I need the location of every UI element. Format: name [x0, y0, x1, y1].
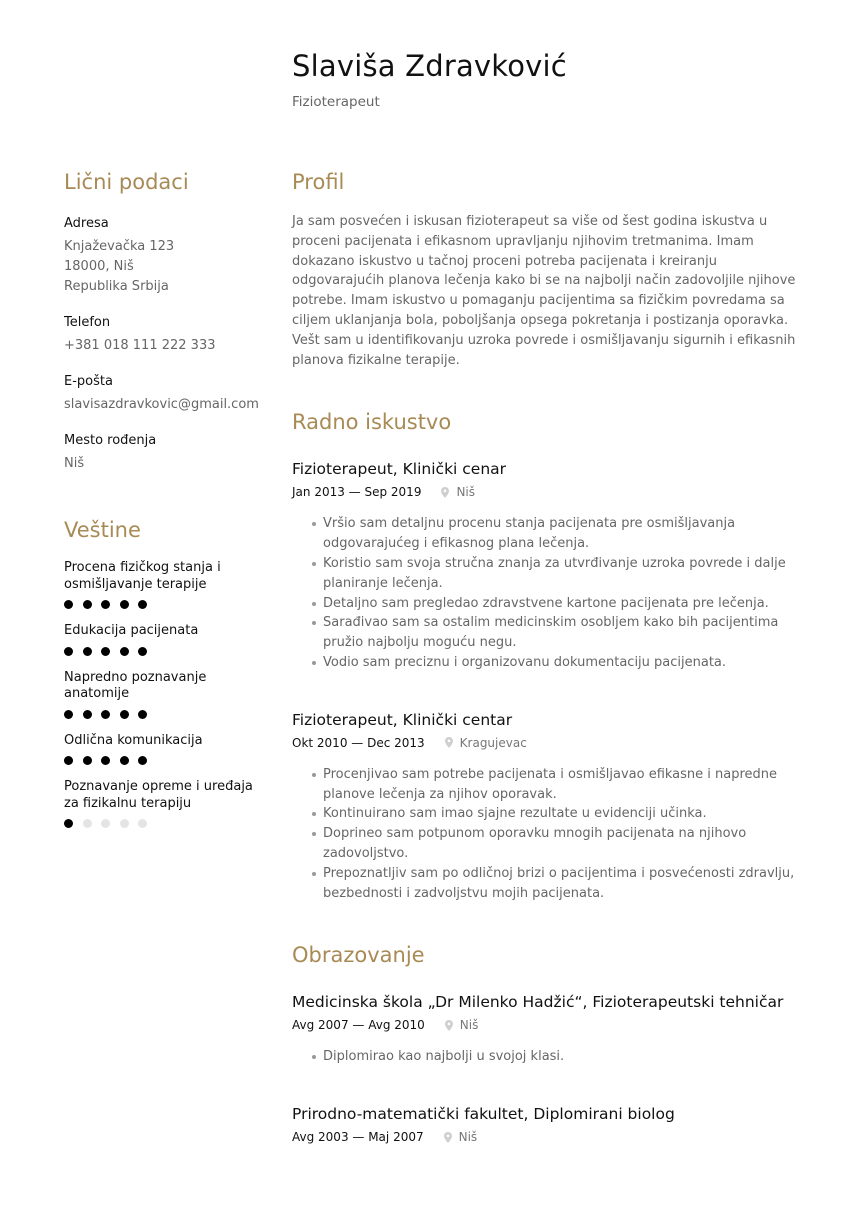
entry-meta — [292, 1018, 812, 1032]
rating-dot-filled — [83, 600, 92, 609]
entry-dates: Jan 2013 — Sep 2019 — [292, 485, 422, 500]
bullet-item: Vodio sam preciznu i organizovanu dokumentaciju pacijenata. — [292, 653, 812, 673]
rating-dot-filled — [64, 756, 73, 765]
location-pin-icon — [445, 1020, 453, 1031]
skill-item — [64, 560, 254, 609]
location-pin-icon — [441, 487, 449, 498]
location-pin-icon — [444, 1132, 452, 1143]
skill-name: Edukacija pacijenata — [64, 623, 199, 638]
rating-dot-filled — [138, 710, 147, 719]
entry-title: Fizioterapeut, Klinički cenar — [292, 460, 507, 479]
rating-dot-filled — [138, 647, 147, 656]
main-content — [292, 168, 812, 1144]
phone-block — [64, 313, 254, 356]
address-block — [64, 214, 254, 297]
sidebar — [64, 168, 259, 842]
profile-section — [292, 168, 812, 370]
rating-dot-empty — [83, 819, 92, 828]
rating-dot-filled — [120, 600, 129, 609]
entry-location-text: Niš — [459, 1018, 479, 1033]
entry-title: Prirodno-matematički fakultet, Diplomirani biolog — [292, 1105, 675, 1124]
birthplace-value: Niš — [64, 456, 85, 471]
address-line-2: 18000, Niš — [64, 259, 134, 274]
resume-header — [292, 48, 812, 110]
person-name: Slaviša Zdravković — [292, 49, 567, 83]
entry-meta — [292, 1130, 812, 1144]
entry-location — [441, 485, 475, 499]
entry-title: Fizioterapeut, Klinički centar — [292, 710, 513, 729]
rating-dot-filled — [64, 600, 73, 609]
rating-dot-empty — [120, 819, 129, 828]
skill-name: Napredno poznavanje anatomije — [64, 669, 207, 701]
address-value — [64, 237, 254, 297]
rating-dot-empty — [138, 819, 147, 828]
rating-dot-filled — [64, 647, 73, 656]
education-entry — [292, 1103, 812, 1144]
phone-value: +381 018 111 222 333 — [64, 338, 216, 353]
skill-item — [64, 670, 254, 719]
entry-location-text: Niš — [456, 485, 476, 500]
rating-dot-filled — [101, 647, 110, 656]
entry-location-text: Niš — [458, 1130, 478, 1145]
skill-rating — [64, 819, 254, 828]
rating-dot-filled — [138, 600, 147, 609]
skill-item — [64, 733, 254, 766]
email-label: E-pošta — [64, 374, 113, 389]
bullet-item: Diplomirao kao najbolji u svojoj klasi. — [292, 1047, 812, 1067]
entry-location-text: Kragujevac — [459, 735, 527, 750]
skill-rating — [64, 756, 254, 765]
skill-rating — [64, 600, 254, 609]
entry-meta — [292, 736, 812, 750]
skill-rating — [64, 710, 254, 719]
skill-list — [64, 560, 254, 828]
education-list — [292, 991, 812, 1144]
entry-dates: Avg 2003 — Maj 2007 — [292, 1130, 424, 1145]
rating-dot-filled — [120, 647, 129, 656]
rating-dot-filled — [120, 710, 129, 719]
skill-name: Procena fizičkog stanja i osmišljavanje terapije — [64, 560, 221, 592]
rating-dot-filled — [138, 756, 147, 765]
skills-section — [64, 516, 254, 828]
location-pin-icon — [445, 737, 453, 748]
experience-section — [292, 408, 812, 903]
email-block — [64, 372, 259, 415]
rating-dot-filled — [83, 710, 92, 719]
bullet-list — [292, 1047, 812, 1067]
profile-text: Ja sam posvećen i iskusan fizioterapeut sa više od šest godina iskustva u proceni pacijenata i efikasnom upravljanju njihovim tretmanima. Imam dokazano iskustvo u tačnoj proceni potreba pacijenata i kreiranju odgovarajućih planova lečenja kako bi se na najbolji način zadovoljile njihove potrebe. Imam iskustvo u pomaganju pacijentima sa fizičkim povredama sa ciljem uklanjanja bola, poboljšanja opsega pokretanja i postizanja oporavka. Vešt sam u identifikovanju uzroka povrede i osmišljavanju sigurnih i efikasnih planova fizikalne terapije. — [292, 214, 796, 368]
entry-location — [444, 1130, 478, 1144]
bullet-item: Kontinuirano sam imao sjajne rezultate u evidenciji učinka. — [292, 804, 812, 824]
birthplace-block — [64, 431, 254, 474]
rating-dot-filled — [101, 710, 110, 719]
rating-dot-filled — [120, 756, 129, 765]
address-label: Adresa — [64, 216, 109, 231]
personal-details-heading: Lični podaci — [64, 170, 189, 194]
rating-dot-filled — [101, 756, 110, 765]
bullet-item: Procenjivao sam potrebe pacijenata i osmišljavao efikasne i napredne planove lečenja za njihov oporavak. — [292, 765, 812, 805]
rating-dot-filled — [83, 647, 92, 656]
skills-heading: Veštine — [64, 518, 141, 542]
skill-item — [64, 623, 254, 656]
profile-heading: Profil — [292, 170, 345, 194]
skill-name: Odlična komunikacija — [64, 732, 203, 748]
entry-title: Medicinska škola „Dr Milenko Hadžić“, Fizioterapeutski tehničar — [292, 993, 784, 1012]
bullet-item: Koristio sam svoja stručna znanja za utvrđivanje uzroka povrede i dalje planiranje lečenja. — [292, 554, 812, 594]
bullet-item: Vršio sam detaljnu procenu stanja pacijenata pre osmišljavanja odgovarajućeg i efikasnog plana lečenja. — [292, 514, 812, 554]
education-section — [292, 941, 812, 1144]
entry-location — [445, 1018, 479, 1032]
email-value: slavisazdravkovic@gmail.com — [64, 397, 259, 412]
rating-dot-filled — [64, 819, 73, 828]
bullet-item: Detaljno sam pregledao zdravstvene kartone pacijenata pre lečenja. — [292, 594, 812, 614]
bullet-item: Doprineo sam potpunom oporavku mnogih pacijenata na njihovo zadovoljstvo. — [292, 824, 812, 864]
experience-entry — [292, 709, 812, 904]
skill-item — [64, 779, 254, 828]
rating-dot-filled — [64, 710, 73, 719]
bullet-list — [292, 514, 812, 672]
bullet-list — [292, 765, 812, 904]
bullet-item: Sarađivao sam sa ostalim medicinskim osobljem kako bih pacijentima pružio najbolju moguću negu. — [292, 613, 812, 653]
rating-dot-filled — [101, 600, 110, 609]
entry-dates: Avg 2007 — Avg 2010 — [292, 1018, 425, 1033]
entry-meta — [292, 485, 812, 499]
experience-heading: Radno iskustvo — [292, 410, 452, 435]
bullet-item: Prepoznatljiv sam po odličnoj brizi o pacijentima i posvećenosti zdravlju, bezbednosti i zadvoljstvu mojih pacijenata. — [292, 864, 812, 904]
rating-dot-empty — [101, 819, 110, 828]
address-line-3: Republika Srbija — [64, 279, 169, 294]
phone-label: Telefon — [64, 315, 111, 330]
skill-rating — [64, 647, 254, 656]
education-heading: Obrazovanje — [292, 943, 425, 968]
experience-list — [292, 458, 812, 903]
birthplace-label: Mesto rođenja — [64, 433, 157, 448]
entry-dates: Okt 2010 — Dec 2013 — [292, 735, 425, 750]
job-title: Fizioterapeut — [292, 94, 380, 110]
skill-name: Poznavanje opreme i uređaja za fizikalnu terapiju — [64, 779, 253, 811]
rating-dot-filled — [83, 756, 92, 765]
address-line-1: Knjaževačka 123 — [64, 239, 175, 254]
entry-location — [445, 736, 527, 750]
experience-entry — [292, 458, 812, 672]
education-entry — [292, 991, 812, 1067]
